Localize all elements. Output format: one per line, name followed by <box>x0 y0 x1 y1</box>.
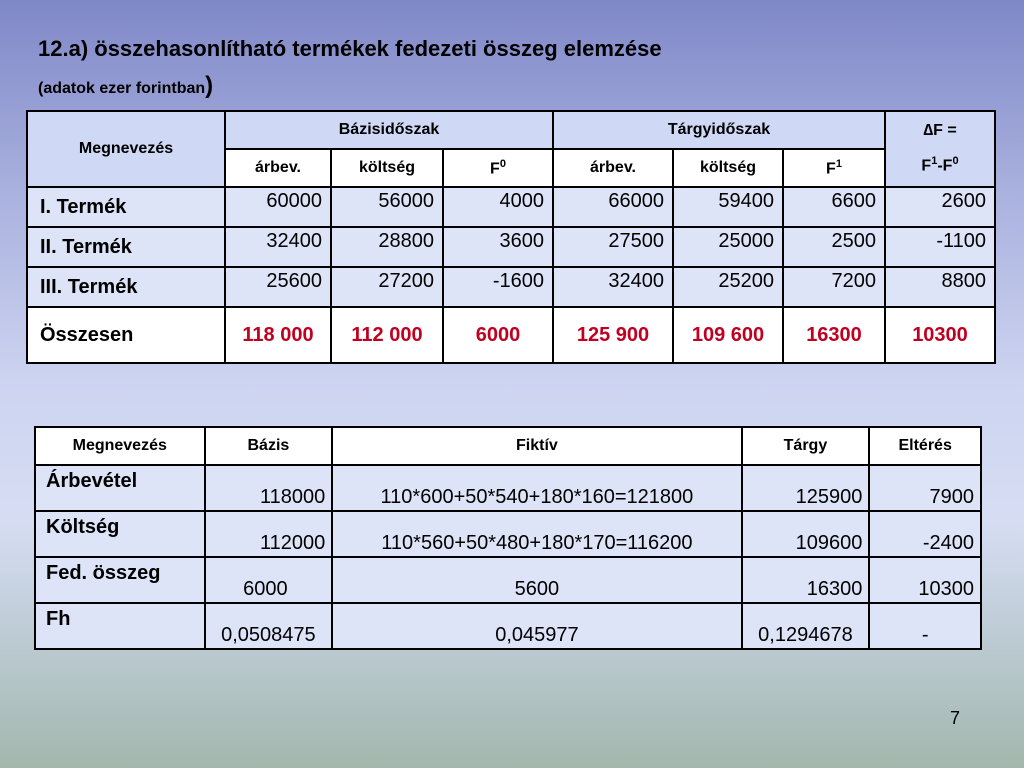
cell-fictive: 0,045977 <box>332 603 741 649</box>
sub-rev-target: árbev. <box>553 149 673 187</box>
table-row <box>27 227 995 267</box>
table-row <box>27 187 995 227</box>
summary-header-base: Bázis <box>205 427 333 465</box>
total-cell: 6000 <box>443 307 553 363</box>
delta-mid: -F <box>937 157 953 175</box>
cell-diff: 10300 <box>869 557 981 603</box>
header-base-period: Bázisidőszak <box>225 111 553 149</box>
sub-rev-base: árbev. <box>225 149 331 187</box>
cell-fictive: 110*600+50*540+180*160=121800 <box>332 465 741 511</box>
subtitle-text: (adatok ezer forintban <box>38 80 206 97</box>
cell: 6600 <box>783 187 885 227</box>
header-name: Megnevezés <box>27 111 225 187</box>
cell-base: 112000 <box>205 511 333 557</box>
summary-header-target: Tárgy <box>742 427 870 465</box>
summary-header-diff: Eltérés <box>869 427 981 465</box>
summary-table <box>34 426 982 650</box>
cell: 7200 <box>783 267 885 307</box>
product-margin-table <box>26 110 996 364</box>
sub-f1-sup: 1 <box>835 157 842 170</box>
slide-title: 12.a) összehasonlítható termékek fedezeti összeg elemzése <box>38 36 662 61</box>
cell: 28800 <box>331 227 443 267</box>
total-row <box>27 307 995 363</box>
row-label: Fh <box>35 603 205 649</box>
cell: 32400 <box>553 267 673 307</box>
row-label: II. Termék <box>27 227 225 267</box>
total-cell: 109 600 <box>673 307 783 363</box>
sub-cost-target: költség <box>673 149 783 187</box>
row-label: III. Termék <box>27 267 225 307</box>
cell: 2600 <box>885 187 995 227</box>
row-label: Fed. összeg <box>35 557 205 603</box>
cell: 25000 <box>673 227 783 267</box>
cell: 56000 <box>331 187 443 227</box>
page-number: 7 <box>950 708 961 728</box>
slide-subtitle <box>38 72 213 100</box>
cell: 32400 <box>225 227 331 267</box>
total-label: Összesen <box>27 307 225 363</box>
cell: 27200 <box>331 267 443 307</box>
total-cell: 125 900 <box>553 307 673 363</box>
cell-diff: - <box>869 603 981 649</box>
cell: 59400 <box>673 187 783 227</box>
cell-diff: -2400 <box>869 511 981 557</box>
sub-f1 <box>783 149 885 187</box>
row-label: Költség <box>35 511 205 557</box>
cell-target: 0,1294678 <box>742 603 870 649</box>
sub-f0 <box>443 149 553 187</box>
cell: 66000 <box>553 187 673 227</box>
cell-fictive: 5600 <box>332 557 741 603</box>
cell-base: 118000 <box>205 465 333 511</box>
table-row <box>35 465 981 511</box>
cell: 27500 <box>553 227 673 267</box>
cell-base: 0,0508475 <box>205 603 333 649</box>
delta-sup1: 1 <box>931 155 938 168</box>
sub-f0-sup: 0 <box>499 157 506 170</box>
sub-f0-letter: F <box>490 160 500 178</box>
table-row <box>35 603 981 649</box>
delta-sup0: 0 <box>952 155 959 168</box>
cell-diff: 7900 <box>869 465 981 511</box>
row-label: I. Termék <box>27 187 225 227</box>
cell-fictive: 110*560+50*480+180*170=116200 <box>332 511 741 557</box>
cell-target: 16300 <box>742 557 870 603</box>
cell-base: 6000 <box>205 557 333 603</box>
cell: 2500 <box>783 227 885 267</box>
cell-target: 109600 <box>742 511 870 557</box>
cell: -1100 <box>885 227 995 267</box>
sub-f1-letter: F <box>826 160 836 178</box>
delta-line1: ∆F = <box>923 122 957 140</box>
cell: -1600 <box>443 267 553 307</box>
summary-header-name: Megnevezés <box>35 427 205 465</box>
cell-target: 125900 <box>742 465 870 511</box>
summary-header-row <box>35 427 981 465</box>
header-row-1 <box>27 111 995 149</box>
cell: 8800 <box>885 267 995 307</box>
table-row <box>35 557 981 603</box>
total-cell: 118 000 <box>225 307 331 363</box>
cell: 25200 <box>673 267 783 307</box>
total-cell: 112 000 <box>331 307 443 363</box>
cell: 60000 <box>225 187 331 227</box>
cell: 4000 <box>443 187 553 227</box>
header-delta <box>885 111 995 187</box>
total-cell: 10300 <box>885 307 995 363</box>
sub-cost-base: költség <box>331 149 443 187</box>
delta-f1: F <box>921 157 932 175</box>
row-label: Árbevétel <box>35 465 205 511</box>
cell: 3600 <box>443 227 553 267</box>
table-row <box>35 511 981 557</box>
subtitle-paren: ) <box>205 72 214 99</box>
summary-header-fictive: Fiktív <box>332 427 741 465</box>
total-cell: 16300 <box>783 307 885 363</box>
header-target-period: Tárgyidőszak <box>553 111 885 149</box>
cell: 25600 <box>225 267 331 307</box>
table-row <box>27 267 995 307</box>
